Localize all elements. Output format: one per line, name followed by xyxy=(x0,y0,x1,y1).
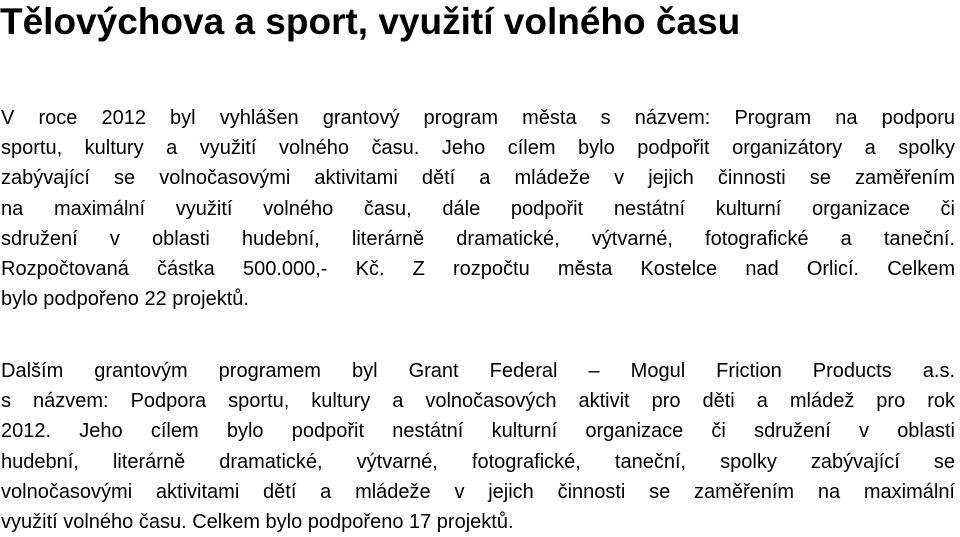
paragraph-line: hudební, literárně dramatické, výtvarné, fotografické, taneční, spolky zabývající se xyxy=(1,450,955,473)
page-title: Tělovýchova a sport, využití volného času xyxy=(0,1,741,42)
paragraph-line: využití volného času. Celkem bylo podpořeno 17 projektů. xyxy=(1,511,514,534)
paragraph-grant-program-city xyxy=(1,103,955,314)
paragraph-line: Rozpočtovaná částka 500.000,- Kč. Z rozpočtu města Kostelce nad Orlicí. Celkem xyxy=(1,258,955,281)
paragraph-line: na maximální využití volného času, dále podpořit nestátní kulturní organizace či xyxy=(1,197,955,220)
paragraph-line: Dalším grantovým programem byl Grant Federal – Mogul Friction Products a.s. xyxy=(1,360,955,382)
paragraph-grant-federal-mogul xyxy=(1,356,955,537)
paragraph-line: sportu, kultury a využití volného času. Jeho cílem bylo podpořit organizátory a spolky xyxy=(1,137,955,160)
paragraph-line: zabývající se volnočasovými aktivitami dětí a mládeže v jejich činnosti se zaměřením xyxy=(1,167,955,190)
paragraph-line: bylo podpořeno 22 projektů. xyxy=(1,288,249,311)
paragraph-line: s názvem: Podpora sportu, kultury a volnočasových aktivit pro děti a mládež pro rok xyxy=(1,390,955,413)
paragraph-line: 2012. Jeho cílem bylo podpořit nestátní kulturní organizace či sdružení v oblasti xyxy=(1,420,955,443)
paragraph-line: V roce 2012 byl vyhlášen grantový program města s názvem: Program na podporu xyxy=(1,107,955,129)
paragraph-line: sdružení v oblasti hudební, literárně dramatické, výtvarné, fotografické a taneční. xyxy=(1,227,955,250)
paragraph-line: volnočasovými aktivitami dětí a mládeže v jejich činnosti se zaměřením na maximální xyxy=(1,480,955,503)
